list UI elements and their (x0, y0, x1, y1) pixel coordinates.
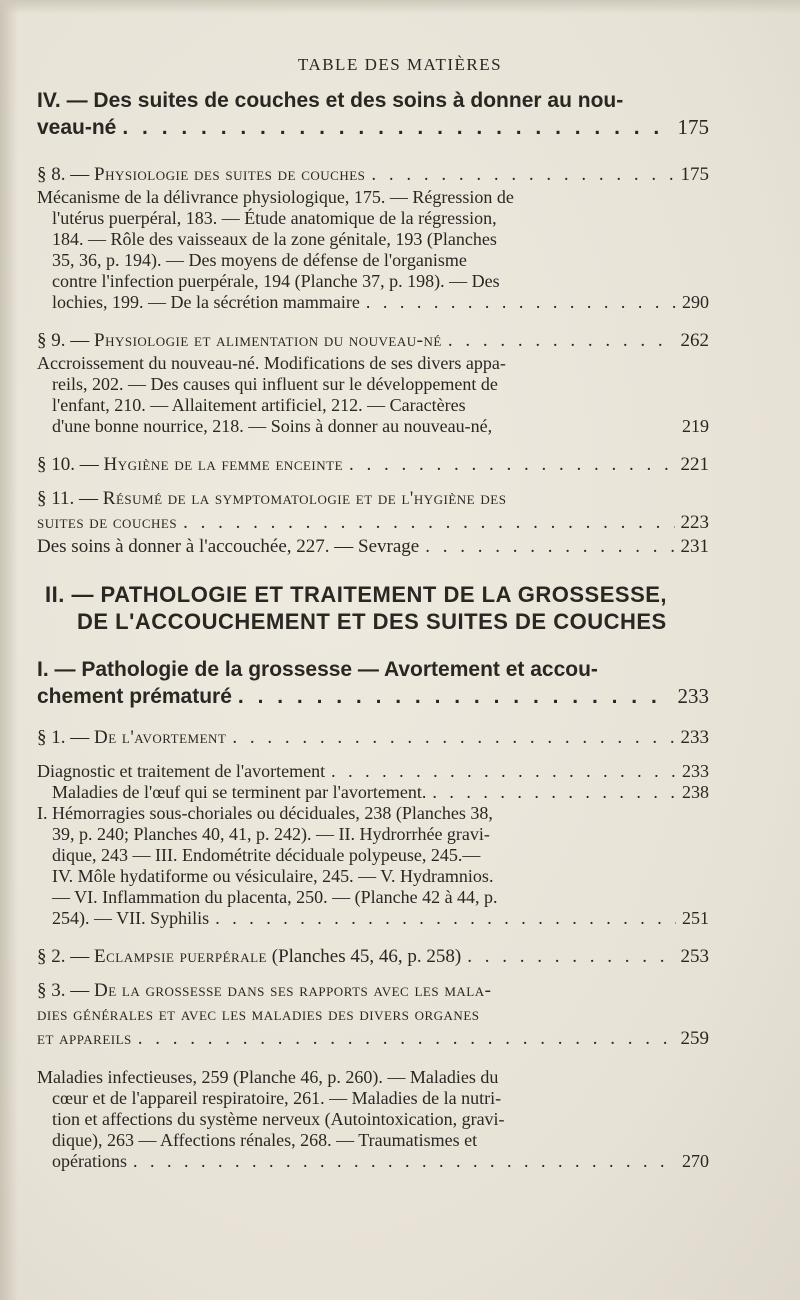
summary-line: reils, 202. — Des causes qui influent sur le développement de (52, 374, 498, 394)
page-number: 233 (680, 727, 709, 748)
summary-last-line (52, 292, 709, 313)
summary-line: 39, p. 240; Planches 40, 41, p. 242). — II. Hydrorrhée gravi- (52, 824, 490, 844)
summary-line: I. Hémorragies sous-choriales ou déciduales, 238 (Planches 38, (37, 803, 493, 823)
section-8-title: Physiologie des suites de couches (94, 164, 366, 185)
summary-line: dique, 243 — III. Endométrite déciduale polypeuse, 245.— (52, 845, 481, 865)
section-8-entry (37, 163, 709, 187)
leader-dots (349, 453, 674, 477)
summary-line: contre l'infection puerpérale, 194 (Planche 37, p. 198). — Des (52, 271, 500, 291)
section-8 (37, 163, 709, 313)
chapter-iv-line2: veau-né (37, 116, 117, 139)
summary-line: Maladies infectieuses, 259 (Planche 46, p. 260). — Maladies du (37, 1067, 499, 1087)
section-3-line3: et appareils (37, 1028, 132, 1049)
summary-last-line (52, 416, 709, 437)
section-3-line1 (37, 979, 709, 1003)
chapter-i-heading (37, 657, 709, 710)
section-11 (37, 487, 709, 535)
maladies-oeuf (37, 782, 709, 929)
summary-line: IV. Môle hydatiforme ou vésiculaire, 245. — V. Hydramnios. (52, 866, 494, 886)
leader-dots (122, 115, 671, 141)
chapter-iv-entry (37, 114, 709, 141)
section-3-title: De la grossesse dans ses rapports avec les mala- (94, 980, 492, 1001)
section-11-line1 (37, 487, 709, 511)
page-number: 270 (682, 1151, 709, 1171)
soins-entry (37, 535, 709, 559)
section-8-prefix: § 8. — (37, 164, 90, 185)
page-top-shadow (0, 0, 800, 14)
summary-line: Accroissement du nouveau-né. Modifications de ses divers appa- (37, 353, 506, 373)
page-number: 262 (680, 330, 709, 351)
section-2-title: Eclampsie puerpérale (94, 946, 267, 967)
part-ii-line1: II. — PATHOLOGIE ET TRAITEMENT DE LA GROSSESSE, (45, 582, 668, 607)
leader-dots (425, 535, 674, 559)
page-number: 233 (682, 761, 709, 781)
maladies-oeuf-summary (37, 803, 709, 929)
section-8-summary (37, 187, 709, 313)
section-3 (37, 979, 709, 1051)
chapter-i-entry (37, 683, 709, 710)
section-1-prefix: § 1. — (37, 727, 90, 748)
summary-line: tion et affections du système nerveux (Autointoxication, gravi- (52, 1109, 505, 1129)
page-number: 251 (682, 908, 709, 928)
page-number: 223 (680, 512, 709, 533)
page-number: 231 (680, 536, 709, 557)
chapter-i-line1: I. — Pathologie de la grossesse — Avortement et accou- (37, 658, 598, 681)
part-ii-line2: DE L'ACCOUCHEMENT ET DES SUITES DE COUCHES (77, 609, 667, 634)
leader-dots (133, 1151, 676, 1172)
section-3-entry (37, 1027, 709, 1051)
leader-dots (238, 684, 672, 710)
section-2-entry (37, 945, 709, 969)
leader-dots (371, 163, 674, 187)
section-9 (37, 329, 709, 437)
summary-line: Mécanisme de la délivrance physiologique, 175. — Régression de (37, 187, 514, 207)
section-10-title: Hygiène de la femme enceinte (103, 454, 344, 475)
summary-line: opérations (52, 1151, 127, 1171)
page-number: 219 (682, 416, 709, 436)
summary-line: 35, 36, p. 194). — Des moyens de défense de l'organisme (52, 250, 467, 270)
page-number: 253 (680, 946, 709, 967)
summary-line: 184. — Rôle des vaisseaux de la zone génitale, 193 (Planches (52, 229, 497, 249)
summary-last-line (52, 1151, 709, 1172)
page-edge-shadow (0, 0, 18, 1300)
section-2-suffix: (Planches 45, 46, p. 258) (271, 946, 462, 967)
page-number: 221 (680, 454, 709, 475)
page-number: 175 (677, 115, 709, 139)
soins-label: Des soins à donner à l'accouchée, 227. — Sevrage (37, 536, 420, 557)
section-9-entry (37, 329, 709, 353)
running-head: TABLE DES MATIÈRES (297, 55, 503, 74)
page-number: 175 (680, 164, 709, 185)
summary-line: d'une bonne nourrice, 218. — Soins à donner au nouveau-né, (52, 416, 493, 436)
chapter-i-line2: chement prématuré (37, 685, 232, 708)
section-11-title: Résumé de la symptomatologie et de l'hygiène des (102, 488, 507, 509)
section-11-line2: suites de couches (37, 512, 178, 533)
leader-dots (183, 511, 674, 535)
summary-line: l'enfant, 210. — Allaitement artificiel, 212. — Caractères (52, 395, 466, 415)
summary-line: lochies, 199. — De la sécrétion mammaire (52, 292, 360, 312)
chapter-iv-heading (37, 88, 709, 141)
part-ii-heading (37, 581, 709, 635)
page-number: 259 (680, 1028, 709, 1049)
summary-line: dique), 263 — Affections rénales, 268. — Traumatismes et (52, 1130, 478, 1150)
maladies-infectieuses-summary (37, 1067, 709, 1172)
summary-line: 254). — VII. Syphilis (52, 908, 210, 928)
leader-dots (331, 760, 676, 782)
page-number: 238 (682, 782, 709, 802)
chapter-iv-line1: IV. — Des suites de couches et des soins à donner au nou- (37, 89, 624, 112)
section-9-title: Physiologie et alimentation du nouveau-né (94, 330, 442, 351)
table-of-contents (37, 88, 709, 1172)
leader-dots (366, 292, 676, 313)
section-2-prefix: § 2. — (37, 946, 90, 967)
page-number: 290 (682, 292, 709, 312)
leader-dots (215, 908, 676, 929)
summary-line: l'utérus puerpéral, 183. — Étude anatomique de la régression, (52, 208, 497, 228)
section-3-line2 (37, 1003, 709, 1027)
page-number: 233 (677, 684, 709, 708)
maladies-oeuf-entry (37, 782, 709, 803)
section-3-prefix: § 3. — (37, 980, 90, 1001)
section-10-entry (37, 453, 709, 477)
section-11-entry (37, 511, 709, 535)
section-11-prefix: § 11. — (37, 488, 99, 509)
summary-last-line (52, 908, 709, 929)
leader-dots (467, 945, 674, 969)
summary-line: cœur et de l'appareil respiratoire, 261. — Maladies de la nutri- (52, 1088, 502, 1108)
leader-dots (138, 1027, 675, 1051)
leader-dots (448, 329, 675, 353)
summary-line: — VI. Inflammation du placenta, 250. — (Planche 42 à 44, p. (52, 887, 498, 907)
section-10-prefix: § 10. — (37, 454, 99, 475)
maladies-oeuf-label: Maladies de l'œuf qui se terminent par l'avortement. (52, 782, 427, 802)
diagnostic-entry (37, 760, 709, 782)
diagnostic-label: Diagnostic et traitement de l'avortement (37, 761, 326, 781)
section-1-title: De l'avortement (94, 727, 227, 748)
section-9-summary (37, 353, 709, 437)
leader-dots (232, 726, 674, 750)
section-1-entry (37, 726, 709, 750)
leader-dots (432, 782, 676, 803)
section-3-line2-text: dies générales et avec les maladies des divers organes (37, 1004, 480, 1025)
section-9-prefix: § 9. — (37, 330, 90, 351)
